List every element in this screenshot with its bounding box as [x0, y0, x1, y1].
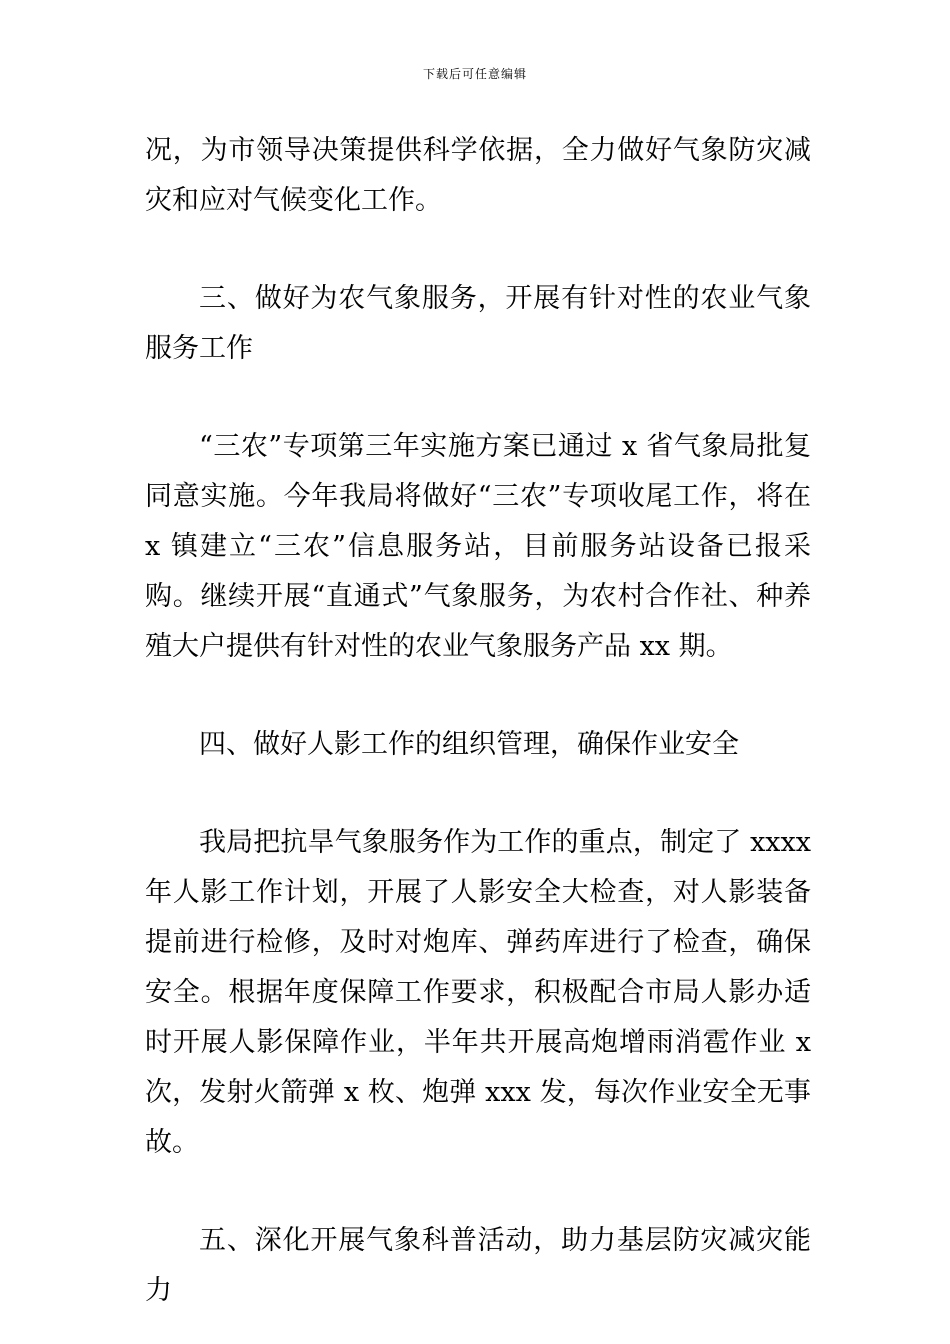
paragraph-continuation: 况，为市领导决策提供科学依据，全力做好气象防灾减灾和应对气候变化工作。	[145, 135, 811, 216]
header-note: 下载后可任意编辑	[422, 67, 527, 81]
section-heading-5: 五、深化开展气象科普活动，助力基层防灾减灾能力	[145, 1225, 811, 1306]
paragraph-agriculture-service: “三农”专项第三年实施方案已通过 x 省气象局批复同意实施。今年我局将做好“三农”专项收尾工作，将在 x 镇建立“三农”信息服务站，目前服务站设备已报采购。继续开展“直通式”气象服务，为农村合作社、种养殖大户提供有针对性的农业气象服务产品 xx 期。	[145, 431, 811, 662]
document-body	[145, 126, 811, 1316]
section-heading-3: 三、做好为农气象服务，开展有针对性的农业气象服务工作	[145, 283, 811, 364]
paragraph-weather-modification: 我局把抗旱气象服务作为工作的重点，制定了 xxxx 年人影工作计划，开展了人影安全大检查，对人影装备提前进行检修，及时对炮库、弹药库进行了检查，确保安全。根据年度保障工作要求，积极配合市局人影办适时开展人影保障作业，半年共开展高炮增雨消雹作业 x 次，发射火箭弹 x 枚、炮弹 xxx 发，每次作业安全无事故。	[145, 827, 811, 1158]
section-heading-4: 四、做好人影工作的组织管理，确保作业安全	[199, 729, 739, 760]
